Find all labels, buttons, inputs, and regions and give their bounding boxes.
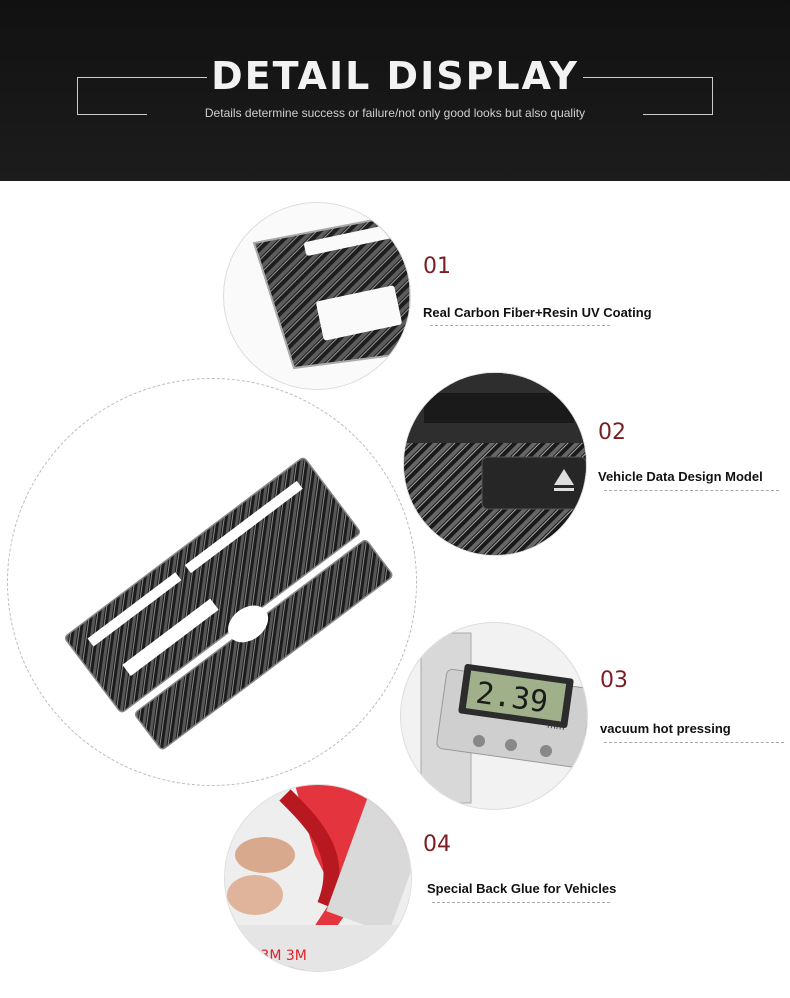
caliper-unit: mm (546, 720, 566, 734)
carbon-panel-product-image (40, 420, 400, 770)
svg-text:3M 3M 3M: 3M 3M 3M (235, 948, 307, 964)
feature-02-number: 02 (598, 420, 626, 445)
vent-button-closeup-icon (404, 373, 586, 555)
caliper-thickness-icon (401, 623, 587, 809)
feature-04-divider (432, 902, 610, 903)
feature-04-label: Special Back Glue for Vehicles (427, 881, 617, 896)
feature-01-image (223, 202, 411, 390)
feature-01-divider (430, 325, 610, 326)
header-banner (0, 0, 790, 181)
feature-02-image (403, 372, 587, 556)
page-subtitle: Details determine success or failure/not only good looks but also quality (204, 106, 586, 120)
feature-03-divider (604, 742, 784, 743)
feature-02-label: Vehicle Data Design Model (598, 469, 763, 484)
feature-04-image (224, 784, 412, 972)
feature-03-number: 03 (600, 668, 628, 693)
feature-03-image (400, 622, 588, 810)
feature-04-number: 04 (423, 832, 451, 857)
feature-03-label: vacuum hot pressing (600, 721, 731, 736)
caliper-reading: 2.39 (473, 675, 551, 721)
page-title: DETAIL DISPLAY (211, 54, 579, 98)
feature-02-divider (604, 490, 779, 491)
adhesive-peel-icon (225, 785, 411, 971)
carbon-corner-closeup-icon (224, 203, 410, 389)
feature-01-number: 01 (423, 254, 451, 279)
feature-01-label: Real Carbon Fiber+Resin UV Coating (423, 305, 652, 320)
